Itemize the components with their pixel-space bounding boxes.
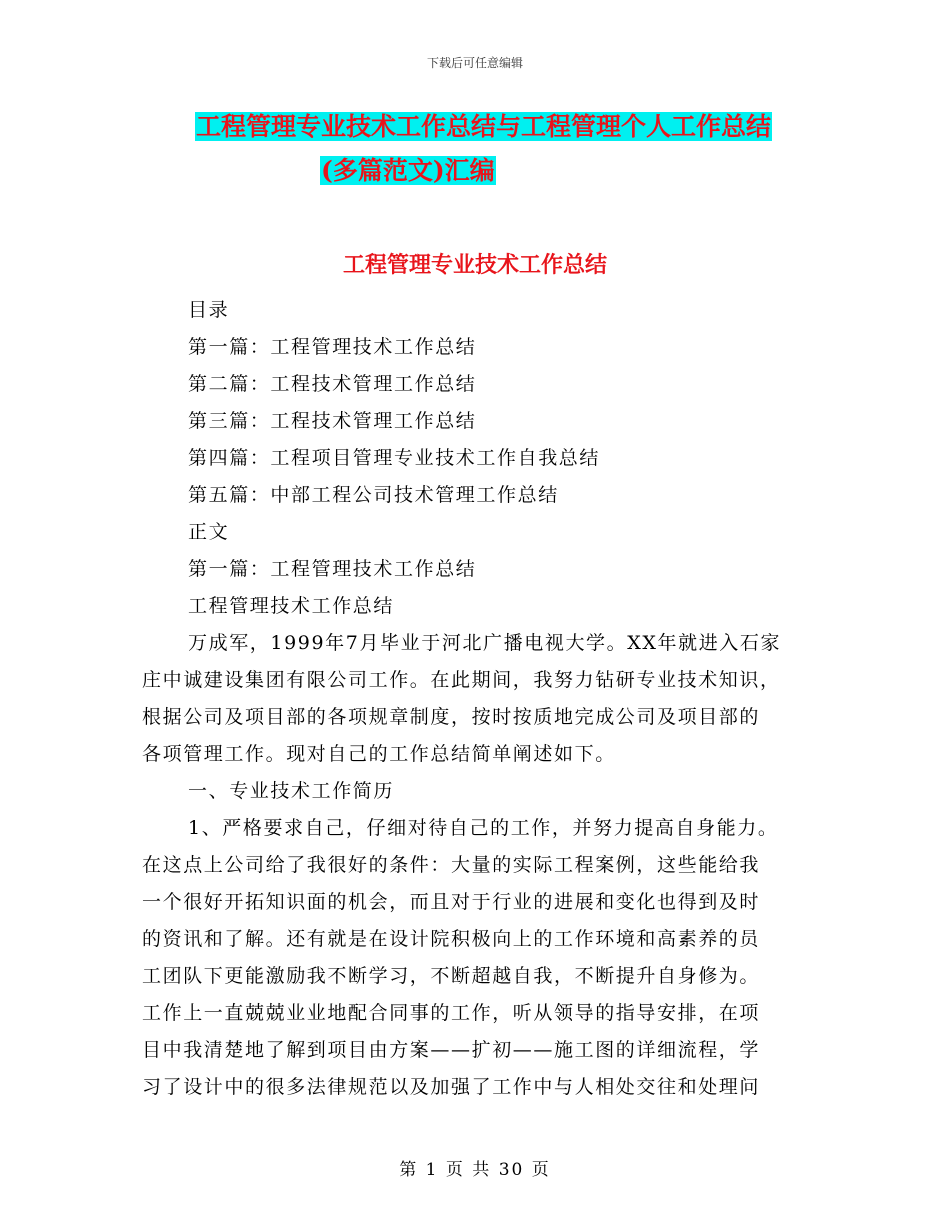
chapter-heading: 第一篇：工程管理技术工作总结 bbox=[188, 558, 477, 580]
paragraph-line: 目中我清楚地了解到项目由方案——扩初——施工图的详细流程，学 bbox=[142, 1039, 761, 1061]
paragraph-line: 1、严格要求自己，仔细对待自己的工作，并努力提高自身能力。 bbox=[188, 817, 779, 839]
document-title-line2: (多篇范文)汇编 bbox=[321, 156, 495, 185]
toc-heading: 目录 bbox=[188, 299, 230, 321]
paragraph-line: 万成军，1999年7月毕业于河北广播电视大学。XX年就进入石家 bbox=[188, 632, 782, 654]
paragraph-line: 的资讯和了解。还有就是在设计院积极向上的工作环境和高素养的员 bbox=[142, 928, 761, 950]
paragraph-line: 工团队下更能激励我不断学习，不断超越自我，不断提升自身修为。 bbox=[142, 965, 761, 987]
page-number: 第 1 页 共 30 页 bbox=[399, 1160, 551, 1180]
body-heading: 正文 bbox=[188, 521, 230, 543]
section-heading: 一、专业技术工作简历 bbox=[188, 780, 395, 802]
toc-item: 第一篇：工程管理技术工作总结 bbox=[188, 336, 477, 358]
toc-item: 第五篇：中部工程公司技术管理工作总结 bbox=[188, 484, 559, 506]
paragraph-line: 庄中诚建设集团有限公司工作。在此期间，我努力钻研专业技术知识， bbox=[142, 669, 781, 691]
paragraph-line: 在这点上公司给了我很好的条件：大量的实际工程案例，这些能给我 bbox=[142, 854, 761, 876]
toc-item: 第四篇：工程项目管理专业技术工作自我总结 bbox=[188, 447, 601, 469]
document-title-line1: 工程管理专业技术工作总结与工程管理个人工作总结 bbox=[196, 112, 772, 141]
toc-item: 第二篇：工程技术管理工作总结 bbox=[188, 373, 477, 395]
page-header-note: 下载后可任意编辑 bbox=[426, 56, 523, 70]
paragraph-line: 根据公司及项目部的各项规章制度，按时按质地完成公司及项目部的 bbox=[142, 706, 761, 728]
document-body bbox=[142, 292, 807, 1106]
paragraph-line: 一个很好开拓知识面的机会，而且对于行业的进展和变化也得到及时 bbox=[142, 891, 761, 913]
toc-item: 第三篇：工程技术管理工作总结 bbox=[188, 410, 477, 432]
paragraph-line: 习了设计中的很多法律规范以及加强了工作中与人相处交往和处理问 bbox=[142, 1076, 761, 1098]
paragraph-line: 各项管理工作。现对自己的工作总结简单阐述如下。 bbox=[142, 743, 616, 765]
section-title: 工程管理专业技术工作总结 bbox=[342, 252, 607, 278]
paragraph-line: 工作上一直兢兢业业地配合同事的工作，听从领导的指导安排，在项 bbox=[142, 1002, 761, 1024]
document-title bbox=[0, 105, 950, 193]
chapter-subtitle: 工程管理技术工作总结 bbox=[188, 595, 395, 617]
